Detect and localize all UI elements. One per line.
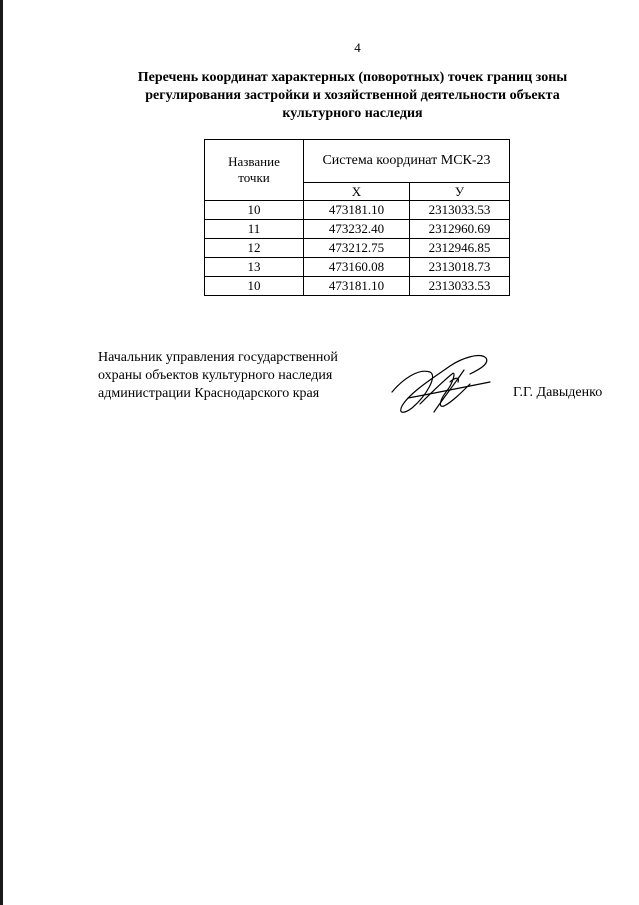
handwritten-signature (390, 352, 495, 417)
cell-point: 10 (205, 201, 304, 220)
cell-y: 2312960.69 (410, 220, 510, 239)
table-row (205, 258, 510, 277)
header-point-line-1: Название (228, 154, 280, 169)
cell-x: 473181.10 (304, 201, 410, 220)
title-line-3: культурного наследия (282, 106, 423, 121)
header-point-name (205, 140, 304, 201)
header-x: Х (304, 183, 410, 201)
position-line-1: Начальник управления государственной (98, 350, 338, 365)
table-row (205, 220, 510, 239)
table-row (205, 277, 510, 296)
cell-x: 473181.10 (304, 277, 410, 296)
page-left-edge (0, 0, 3, 905)
cell-x: 473232.40 (304, 220, 410, 239)
table-row (205, 239, 510, 258)
document-title (110, 69, 595, 123)
position-line-3: администрации Краснодарского края (98, 386, 320, 401)
position-line-2: охраны объектов культурного наследия (98, 368, 333, 383)
header-y: У (410, 183, 510, 201)
table-header-row (205, 140, 510, 183)
cell-y: 2313018.73 (410, 258, 510, 277)
cell-y: 2312946.85 (410, 239, 510, 258)
table-row (205, 201, 510, 220)
cell-y: 2313033.53 (410, 277, 510, 296)
header-coordinate-system: Система координат МСК-23 (304, 140, 510, 183)
cell-point: 12 (205, 239, 304, 258)
header-point-line-2: точки (238, 170, 270, 185)
cell-x: 473212.75 (304, 239, 410, 258)
signatory-position (98, 349, 338, 403)
title-line-2: регулирования застройки и хозяйственной деятельности объекта (145, 88, 560, 103)
cell-point: 10 (205, 277, 304, 296)
cell-y: 2313033.53 (410, 201, 510, 220)
title-line-1: Перечень координат характерных (поворотных) точек границ зоны (137, 70, 568, 85)
page-number: 4 (354, 40, 361, 55)
cell-point: 13 (205, 258, 304, 277)
coordinates-table (204, 139, 510, 296)
cell-x: 473160.08 (304, 258, 410, 277)
signatory-name: Г.Г. Давыденко (513, 385, 603, 400)
cell-point: 11 (205, 220, 304, 239)
